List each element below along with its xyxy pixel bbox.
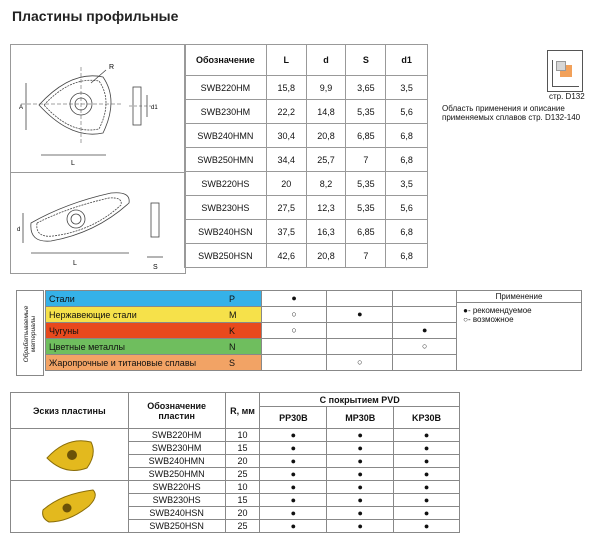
grade-mark: ● xyxy=(394,481,460,494)
reference-page: стр. D132 xyxy=(549,92,585,101)
spec-row xyxy=(185,148,428,172)
legend-recommended: ●- рекомендуемое xyxy=(463,306,532,315)
spec-value: 6,8 xyxy=(386,124,428,148)
application-mark xyxy=(393,307,457,323)
spec-value: 5,6 xyxy=(386,196,428,220)
application-mark xyxy=(327,339,393,355)
spec-designation: SWB230HM xyxy=(185,100,267,124)
grade-mark: ● xyxy=(394,429,460,442)
grade-mark: ● xyxy=(394,520,460,533)
spec-value: 7 xyxy=(346,244,386,268)
application-mark xyxy=(327,323,393,339)
grade-mark: ● xyxy=(327,520,394,533)
spec-row xyxy=(185,196,428,220)
legend-header: Применение xyxy=(457,291,581,303)
spec-value: 22,2 xyxy=(266,100,306,124)
insert-hs-image xyxy=(39,484,99,528)
spec-row xyxy=(185,100,428,124)
grade-mark: ● xyxy=(260,468,327,481)
page-title: Пластины профильные xyxy=(12,8,179,24)
spec-value: 5,6 xyxy=(386,100,428,124)
application-mark xyxy=(261,339,327,355)
insert-hm-drawing xyxy=(11,45,185,171)
insert-name: SWB240HSN xyxy=(128,507,225,520)
grade-mark: ● xyxy=(394,455,460,468)
application-mark: ○ xyxy=(261,323,327,339)
spec-value: 7 xyxy=(346,148,386,172)
grade-mark: ● xyxy=(260,507,327,520)
grade-mark: ● xyxy=(327,455,394,468)
spec-designation: SWB250HSN xyxy=(185,244,267,268)
application-mark: ○ xyxy=(327,355,393,371)
spec-value: 3,65 xyxy=(346,76,386,100)
spec-value: 25,7 xyxy=(306,148,346,172)
spec-designation: SWB240HSN xyxy=(185,220,267,244)
insert-radius: 25 xyxy=(225,468,260,481)
application-mark: ● xyxy=(393,323,457,339)
grade-row xyxy=(11,429,460,442)
grade-mark: ● xyxy=(260,429,327,442)
spec-value: 20 xyxy=(266,172,306,196)
col-sketch: Эскиз пластины xyxy=(11,393,129,429)
col-r: R, мм xyxy=(225,393,260,429)
grade-mark: ● xyxy=(327,429,394,442)
spec-value: 6,8 xyxy=(386,148,428,172)
sketch-hs xyxy=(11,481,129,533)
grade-mark: ● xyxy=(260,481,327,494)
material-name: Нержавеющие стали xyxy=(49,309,137,320)
material-category xyxy=(46,339,262,355)
spec-value: 20,8 xyxy=(306,124,346,148)
spec-designation: SWB220HS xyxy=(185,172,267,196)
application-mark: ○ xyxy=(261,307,327,323)
insert-name: SWB230HS xyxy=(128,494,225,507)
spec-value: 34,4 xyxy=(266,148,306,172)
drawing-label-d: d xyxy=(17,227,21,233)
sketch-hm xyxy=(11,429,129,481)
material-name: Жаропрочные и титановые сплавы xyxy=(49,357,197,368)
spec-value: 6,85 xyxy=(346,220,386,244)
insert-hm-image xyxy=(39,432,99,476)
material-code: N xyxy=(229,341,236,352)
spec-value: 14,8 xyxy=(306,100,346,124)
side-label xyxy=(16,290,44,376)
reference-icon xyxy=(547,50,583,92)
grade-pp30b: PP30B xyxy=(260,407,327,429)
grade-mark: ● xyxy=(327,494,394,507)
application-mark: ○ xyxy=(393,339,457,355)
drawing-label-s: S xyxy=(153,264,158,271)
spec-row xyxy=(185,172,428,196)
spec-value: 5,35 xyxy=(346,196,386,220)
insert-radius: 10 xyxy=(225,481,260,494)
spec-designation: SWB220HM xyxy=(185,76,267,100)
insert-drawing-panel xyxy=(10,44,186,274)
spec-designation: SWB250HMN xyxy=(185,148,267,172)
grade-mark: ● xyxy=(327,481,394,494)
material-category xyxy=(46,355,262,371)
application-mark xyxy=(393,291,457,307)
spec-value: 30,4 xyxy=(266,124,306,148)
insert-name: SWB240HMN xyxy=(128,455,225,468)
header-d: d xyxy=(306,45,346,76)
grades-table xyxy=(10,392,460,533)
grade-mp30b: MP30B xyxy=(327,407,394,429)
material-code: P xyxy=(229,293,236,304)
header-l: L xyxy=(266,45,306,76)
header-s: S xyxy=(346,45,386,76)
spec-row xyxy=(185,244,428,268)
insert-radius: 10 xyxy=(225,429,260,442)
insert-name: SWB220HS xyxy=(128,481,225,494)
spec-value: 6,8 xyxy=(386,244,428,268)
material-category xyxy=(46,291,262,307)
side-label-text: Обрабатываемые материалы xyxy=(23,305,37,363)
grade-mark: ● xyxy=(260,520,327,533)
application-mark: ● xyxy=(327,307,393,323)
spec-value: 8,2 xyxy=(306,172,346,196)
insert-name: SWB250HMN xyxy=(128,468,225,481)
grade-row xyxy=(11,481,460,494)
spec-value: 42,6 xyxy=(266,244,306,268)
grade-mark: ● xyxy=(394,442,460,455)
spec-value: 12,3 xyxy=(306,196,346,220)
legend-possible: ○- возможное xyxy=(463,315,514,324)
header-d1: d1 xyxy=(386,45,428,76)
insert-radius: 20 xyxy=(225,507,260,520)
insert-name: SWB230HM xyxy=(128,442,225,455)
application-mark xyxy=(393,355,457,371)
material-name: Стали xyxy=(49,293,75,304)
drawing-label-l: L xyxy=(71,160,75,167)
material-code: K xyxy=(229,325,236,336)
legend-cell xyxy=(457,291,582,371)
spec-row xyxy=(185,124,428,148)
grade-mark: ● xyxy=(260,494,327,507)
dimensions-table xyxy=(184,44,428,268)
insert-name: SWB250HSN xyxy=(128,520,225,533)
grade-mark: ● xyxy=(260,455,327,468)
spec-value: 16,3 xyxy=(306,220,346,244)
spec-row xyxy=(185,220,428,244)
grade-mark: ● xyxy=(394,494,460,507)
grade-mark: ● xyxy=(327,507,394,520)
spec-designation: SWB240HMN xyxy=(185,124,267,148)
col-pvd: С покрытием PVD xyxy=(260,393,460,407)
col-name: Обозначение пластин xyxy=(128,393,225,429)
material-code: M xyxy=(229,309,237,320)
spec-value: 6,85 xyxy=(346,124,386,148)
application-mark xyxy=(327,291,393,307)
grade-mark: ● xyxy=(394,507,460,520)
drawing-label-l2: L xyxy=(73,260,77,267)
insert-name: SWB220HM xyxy=(128,429,225,442)
spec-row xyxy=(185,76,428,100)
spec-value: 37,5 xyxy=(266,220,306,244)
drawing-label-d1: d1 xyxy=(151,105,158,111)
spec-value: 20,8 xyxy=(306,244,346,268)
material-name: Цветные металлы xyxy=(49,341,126,352)
grade-mark: ● xyxy=(327,468,394,481)
insert-radius: 20 xyxy=(225,455,260,468)
spec-value: 9,9 xyxy=(306,76,346,100)
material-category xyxy=(46,323,262,339)
insert-radius: 15 xyxy=(225,442,260,455)
drawing-label-a: A xyxy=(19,105,24,111)
insert-hs-drawing xyxy=(11,173,185,273)
insert-radius: 25 xyxy=(225,520,260,533)
application-matrix xyxy=(45,290,582,371)
insert-radius: 15 xyxy=(225,494,260,507)
material-category xyxy=(46,307,262,323)
material-row xyxy=(46,291,582,307)
application-mark xyxy=(261,355,327,371)
spec-value: 15,8 xyxy=(266,76,306,100)
material-code: S xyxy=(229,357,236,368)
spec-designation: SWB230HS xyxy=(185,196,267,220)
grade-mark: ● xyxy=(260,442,327,455)
spec-value: 6,8 xyxy=(386,220,428,244)
spec-value: 3,5 xyxy=(386,172,428,196)
spec-value: 5,35 xyxy=(346,172,386,196)
grade-kp30b: KP30B xyxy=(394,407,460,429)
spec-value: 27,5 xyxy=(266,196,306,220)
grade-mark: ● xyxy=(327,442,394,455)
spec-value: 3,5 xyxy=(386,76,428,100)
spec-value: 5,35 xyxy=(346,100,386,124)
material-name: Чугуны xyxy=(49,325,79,336)
header-designation: Обозначение xyxy=(185,45,267,76)
drawing-label-r: R xyxy=(109,64,115,71)
grade-mark: ● xyxy=(394,468,460,481)
reference-text: Область применения и описание применяемых сплавов стр. D132-140 xyxy=(442,104,581,123)
application-mark: ● xyxy=(261,291,327,307)
